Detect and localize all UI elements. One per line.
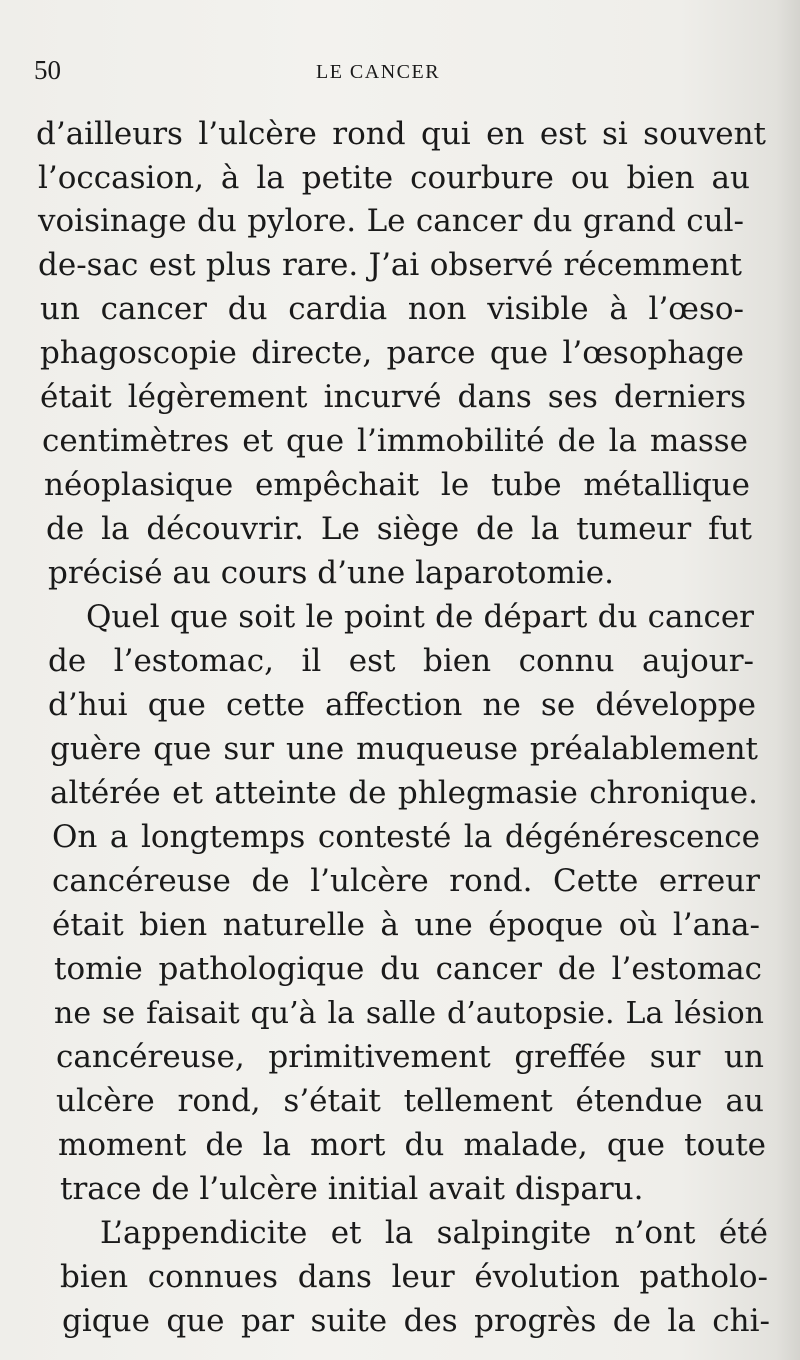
text-line: altérée et atteinte de phlegmasie chronique. <box>50 775 758 811</box>
text-line: d’ailleurs l’ulcère rond qui en est si souvent <box>36 116 766 152</box>
text-line: tomie pathologique du cancer de l’estomac <box>54 951 762 987</box>
text-line: de la découvrir. Le siège de la tumeur fut <box>46 511 752 547</box>
text-line: de-sac est plus rare. J’ai observé récemment <box>38 247 742 283</box>
text-line: trace de l’ulcère initial avait disparu. <box>60 1171 644 1207</box>
text-line: un cancer du cardia non visible à l’œso- <box>40 291 744 327</box>
text-line: guère que sur une muqueuse préalablement <box>50 731 758 767</box>
text-line: centimètres et que l’immobilité de la masse <box>42 423 748 459</box>
page-number: 50 <box>34 55 61 85</box>
running-title: LE CANCER <box>316 61 441 83</box>
text-line: était légèrement incurvé dans ses derniers <box>40 379 746 415</box>
text-line: bien connues dans leur évolution patholo- <box>60 1259 768 1295</box>
page-header <box>34 52 764 88</box>
text-line: ne se faisait qu’à la salle d’autopsie. La lésion <box>54 996 764 1031</box>
text-line: d’hui que cette affection ne se développe <box>48 687 756 723</box>
text-line: cancéreuse de l’ulcère rond. Cette erreur <box>52 863 760 899</box>
text-line: était bien naturelle à une époque où l’ana- <box>52 907 760 943</box>
text-line: cancéreuse, primitivement greffée sur un <box>56 1039 764 1075</box>
text-line: gique que par suite des progrès de la chi- <box>62 1303 770 1339</box>
text-line: Quel que soit le point de départ du cancer <box>86 599 754 635</box>
text-line: de l’estomac, il est bien connu aujour- <box>48 643 754 679</box>
text-line: On a longtemps contesté la dégénérescence <box>52 819 760 855</box>
text-line: l’occasion, à la petite courbure ou bien au <box>38 160 750 196</box>
text-line: moment de la mort du malade, que toute <box>58 1127 766 1163</box>
text-line: voisinage du pylore. Le cancer du grand cul- <box>38 203 744 239</box>
text-line: néoplasique empêchait le tube métallique <box>44 467 750 503</box>
text-line: L’appendicite et la salpingite n’ont été <box>100 1215 768 1251</box>
text-line: précisé au cours d’une laparotomie. <box>48 555 614 591</box>
text-line: phagoscopie directe, parce que l’œsophage <box>40 335 744 371</box>
text-line: ulcère rond, s’était tellement étendue au <box>56 1083 764 1119</box>
